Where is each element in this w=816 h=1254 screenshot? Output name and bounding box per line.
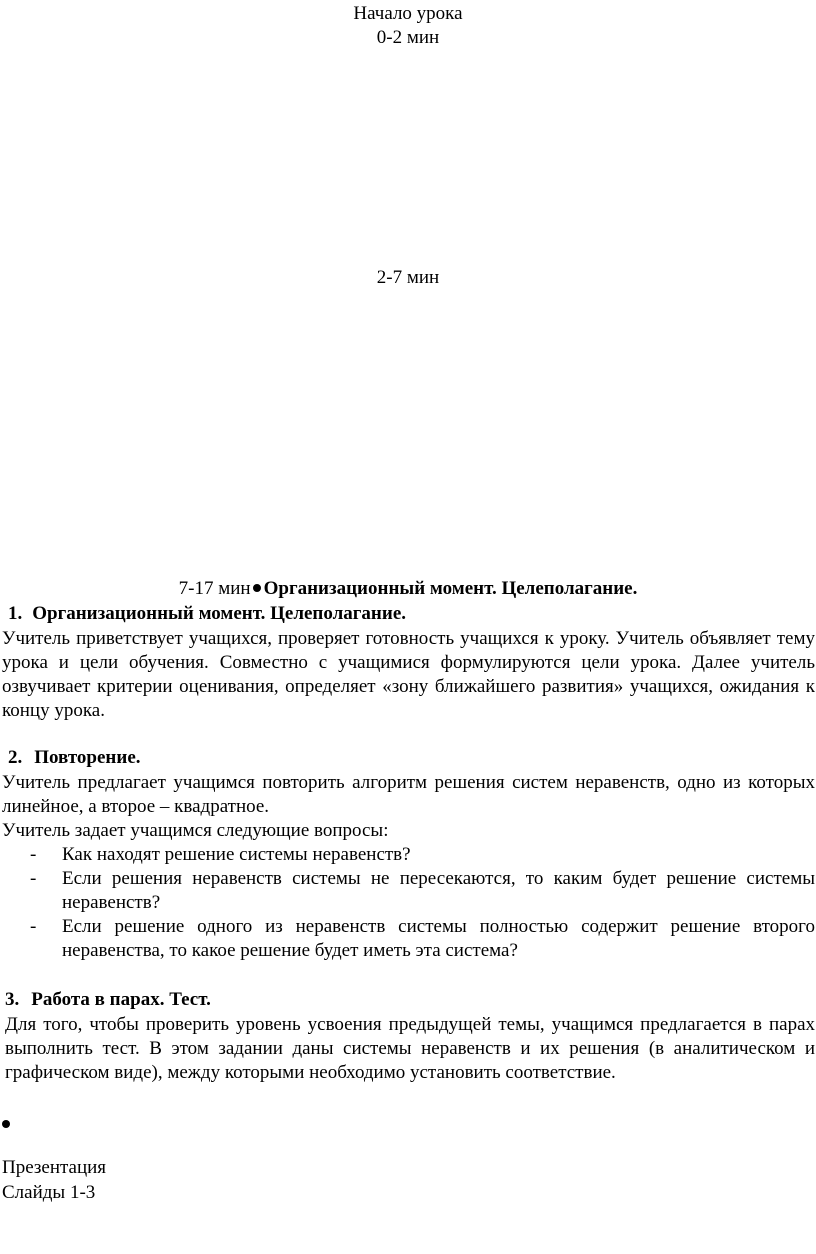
presentation-label: Презентация xyxy=(2,1157,107,1178)
time-label-2-7: 2-7 мин xyxy=(376,267,440,288)
section2-title: Повторение. xyxy=(34,747,141,768)
question-item: Как находят решение системы неравенств? xyxy=(62,844,411,865)
section3-title: Работа в парах. Тест. xyxy=(31,989,211,1010)
section2-heading: 2. Повторение. xyxy=(8,747,141,768)
question-item: Если решения неравенств системы не пересекаются, то каким будет решение системы неравенств? xyxy=(62,868,815,913)
slides-label: Слайды 1-3 xyxy=(2,1182,96,1203)
section1-title: Организационный момент. Целеполагание. xyxy=(32,603,406,624)
section1-text: Учитель приветствует учащихся, проверяет готовность учащихся к уроку. Учитель объявляет тему урока и цели обучения. Совместно с учащимися формулируются цели урока. Далее учитель озвучивает критерии оценивания, определяет «зону ближайшего развития» учащихся, ожидания к концу урока. xyxy=(2,628,815,721)
bullet-icon xyxy=(2,1111,10,1135)
time-label-7-17: 7-17 мин xyxy=(178,578,251,599)
time-heading-7-17 xyxy=(0,577,816,601)
section2-text2: Учитель задает учащимся следующие вопросы: xyxy=(2,820,389,841)
bullet-dot-icon xyxy=(2,1120,10,1128)
time-label-0-2: 0-2 мин xyxy=(376,27,440,48)
question-item: Если решение одного из неравенств системы полностью содержит решение второго неравенства, то какое решение будет иметь эта система? xyxy=(62,916,815,961)
bullet-icon xyxy=(253,584,261,592)
list-dash: - xyxy=(30,844,37,865)
time-heading-title: Организационный момент. Целеполагание. xyxy=(263,578,638,599)
section3-text: Для того, чтобы проверить уровень усвоения предыдущей темы, учащимся предлагается в парах выполнить тест. В этом задании даны системы неравенств и их решения (в аналитическом и графическом виде), между которыми необходимо установить соответствие. xyxy=(5,1014,815,1083)
list-dash: - xyxy=(30,868,37,889)
section1-heading: 1. Организационный момент. Целеполагание. xyxy=(8,603,406,624)
lesson-start-label: Начало урока xyxy=(353,3,463,24)
section3-heading: 3. Работа в парах. Тест. xyxy=(5,989,211,1010)
list-dash: - xyxy=(30,916,37,937)
section2-text1: Учитель предлагает учащимся повторить алгоритм решения систем неравенств, одно из которых линейное, а второе – квадратное. xyxy=(2,772,815,817)
